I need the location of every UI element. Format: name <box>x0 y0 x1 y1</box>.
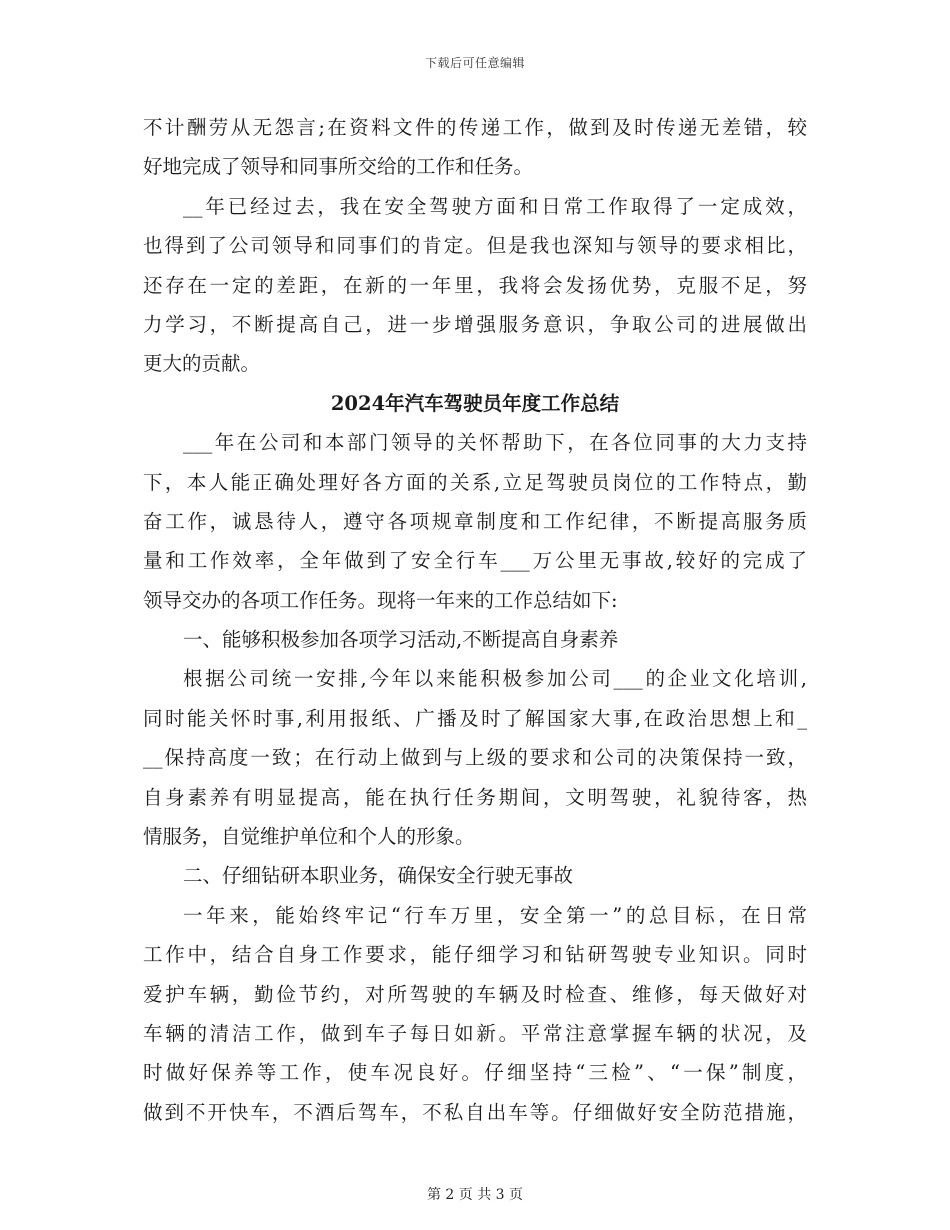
text-line: 一、能够积极参加各项学习活动,不断提高自身素养 <box>183 628 619 652</box>
text-line: 更大的贡献。 <box>143 352 261 376</box>
text-line: 车辆的清洁工作，做到车子每日如新。平常注意掌握车辆的状况，及 <box>143 1021 807 1045</box>
text-line: 一年来，能始终牢记“行车万里，安全第一”的总目标，在日常 <box>183 903 807 927</box>
text-line: 不计酬劳从无怨言;在资料文件的传递工作，做到及时传递无差错，较 <box>143 116 807 139</box>
text-line: 爱护车辆，勤俭节约，对所驾驶的车辆及时检查、维修，每天做好对 <box>143 982 807 1006</box>
text-line: 奋工作，诚恳待人，遵守各项规章制度和工作纪律，不断提高服务质 <box>143 509 807 533</box>
page-header: 下载后可任意编辑 <box>424 56 525 70</box>
text-line: __保持高度一致；在行动上做到与上级的要求和公司的决策保持一致， <box>143 746 807 770</box>
document-body <box>143 108 807 1132</box>
text-line: 情服务，自觉维护单位和个人的形象。 <box>143 825 475 849</box>
text-line: 做到不开快车，不酒后驾车，不私自出车等。仔细做好安全防范措施， <box>143 1100 807 1124</box>
text-line: 好地完成了领导和同事所交给的工作和任务。 <box>143 155 534 179</box>
text-line: __年已经过去，我在安全驾驶方面和日常工作取得了一定成效， <box>183 194 807 218</box>
text-line: 同时能关怀时事,利用报纸、广播及时了解国家大事,在政治思想上和_ <box>143 706 807 730</box>
text-line: 时做好保养等工作，使车况良好。仔细坚持“三检”、“一保”制度， <box>143 1061 807 1085</box>
text-line: 下，本人能正确处理好各方面的关系,立足驾驶员岗位的工作特点，勤 <box>143 470 807 494</box>
text-line: 还存在一定的差距，在新的一年里，我将会发扬优势，克服不足，努 <box>143 273 807 297</box>
section-title: 2024年汽车驾驶员年度工作总结 <box>330 391 620 415</box>
text-line: 也得到了公司领导和同事们的肯定。但是我也深知与领导的要求相比， <box>143 234 807 258</box>
text-line: 二、仔细钻研本职业务，确保安全行驶无事故 <box>183 864 574 888</box>
text-line: ___年在公司和本部门领导的关怀帮助下，在各位同事的大力支持 <box>183 431 807 455</box>
page-footer: 第 2 页 共 3 页 <box>426 1187 524 1203</box>
text-line: 工作中，结合自身工作要求，能仔细学习和钻研驾驶专业知识。同时 <box>143 943 807 967</box>
text-line: 根据公司统一安排,今年以来能积极参加公司___的企业文化培训, <box>183 667 807 691</box>
text-line: 力学习，不断提高自己，进一步增强服务意识，争取公司的进展做出 <box>143 312 807 336</box>
text-line: 量和工作效率，全年做到了安全行车___万公里无事故,较好的完成了 <box>143 549 807 573</box>
text-line: 自身素养有明显提高，能在执行任务期间，文明驾驶，礼貌待客，热 <box>143 785 807 809</box>
text-line: 领导交办的各项工作任务。现将一年来的工作总结如下: <box>143 588 618 612</box>
